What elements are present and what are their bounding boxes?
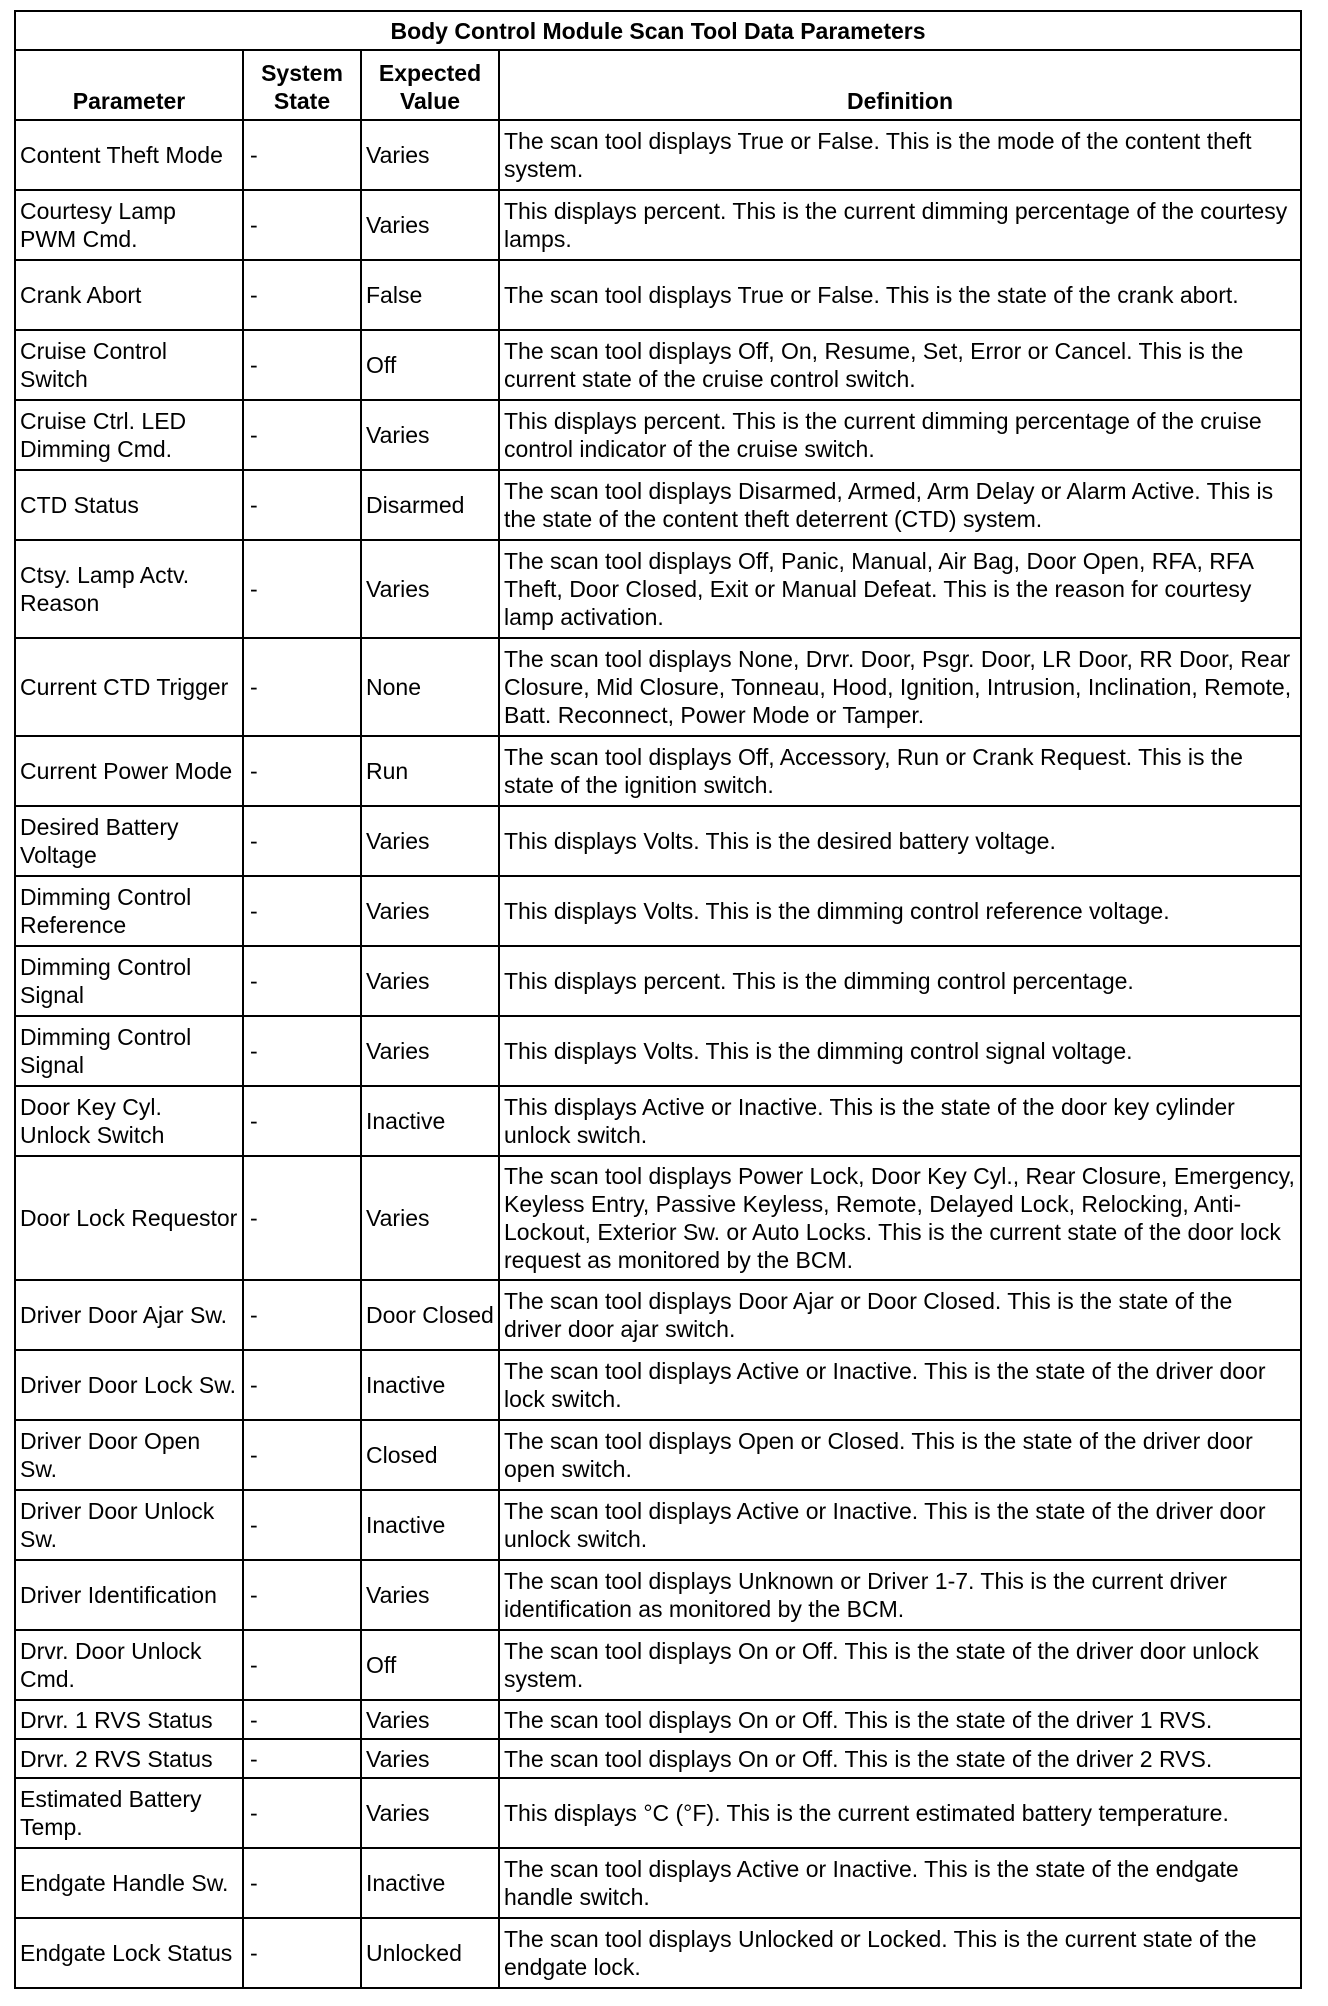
system-state-cell: - xyxy=(243,190,361,260)
system-state-cell: - xyxy=(243,1848,361,1918)
expected-value-cell: Varies xyxy=(361,1739,499,1778)
parameter-cell: Door Key Cyl. Unlock Switch xyxy=(15,1086,243,1156)
table-row xyxy=(15,1778,1301,1848)
expected-value-cell: Varies xyxy=(361,1778,499,1848)
parameter-cell: Current Power Mode xyxy=(15,736,243,806)
definition-cell: The scan tool displays True or False. This is the state of the crank abort. xyxy=(499,260,1301,330)
expected-value-cell: Run xyxy=(361,736,499,806)
system-state-cell: - xyxy=(243,1490,361,1560)
expected-value-cell: Varies xyxy=(361,1156,499,1280)
table-row xyxy=(15,1280,1301,1350)
system-state-cell: - xyxy=(243,120,361,190)
system-state-cell: - xyxy=(243,400,361,470)
definition-cell: The scan tool displays True or False. This is the mode of the content theft system. xyxy=(499,120,1301,190)
system-state-cell: - xyxy=(243,1280,361,1350)
system-state-cell: - xyxy=(243,1700,361,1739)
system-state-cell: - xyxy=(243,1016,361,1086)
table-row xyxy=(15,1700,1301,1739)
parameter-cell: Dimming Control Reference xyxy=(15,876,243,946)
system-state-cell: - xyxy=(243,946,361,1016)
table-row xyxy=(15,1350,1301,1420)
definition-cell: This displays Active or Inactive. This is the state of the door key cylinder unlock switch. xyxy=(499,1086,1301,1156)
system-state-cell: - xyxy=(243,1560,361,1630)
table-row xyxy=(15,946,1301,1016)
definition-cell: The scan tool displays None, Drvr. Door, Psgr. Door, LR Door, RR Door, Rear Closure, Mid Closure, Tonneau, Hood, Ignition, Intrusion, Inclination, Remote, Batt. Reconnect, Power Mode or Tamper. xyxy=(499,638,1301,736)
table-row xyxy=(15,1156,1301,1280)
expected-value-cell: Varies xyxy=(361,1560,499,1630)
definition-cell: The scan tool displays On or Off. This is the state of the driver door unlock system. xyxy=(499,1630,1301,1700)
expected-value-cell: Varies xyxy=(361,540,499,638)
definition-cell: The scan tool displays Active or Inactive. This is the state of the driver door unlock switch. xyxy=(499,1490,1301,1560)
expected-value-cell: Varies xyxy=(361,1700,499,1739)
expected-value-cell: Off xyxy=(361,330,499,400)
definition-cell: The scan tool displays Off, Panic, Manual, Air Bag, Door Open, RFA, RFA Theft, Door Closed, Exit or Manual Defeat. This is the reason for courtesy lamp activation. xyxy=(499,540,1301,638)
system-state-cell: - xyxy=(243,1630,361,1700)
definition-cell: The scan tool displays On or Off. This is the state of the driver 2 RVS. xyxy=(499,1739,1301,1778)
parameter-cell: Driver Identification xyxy=(15,1560,243,1630)
system-state-cell: - xyxy=(243,260,361,330)
system-state-cell: - xyxy=(243,1778,361,1848)
system-state-cell: - xyxy=(243,1086,361,1156)
header-parameter: Parameter xyxy=(15,50,243,120)
expected-value-cell: Off xyxy=(361,1630,499,1700)
system-state-cell: - xyxy=(243,1350,361,1420)
parameter-cell: Dimming Control Signal xyxy=(15,1016,243,1086)
table-row xyxy=(15,540,1301,638)
table-row xyxy=(15,260,1301,330)
expected-value-cell: Varies xyxy=(361,120,499,190)
table-row xyxy=(15,470,1301,540)
definition-cell: The scan tool displays Off, Accessory, Run or Crank Request. This is the state of the ignition switch. xyxy=(499,736,1301,806)
system-state-cell: - xyxy=(243,1156,361,1280)
table-row xyxy=(15,1086,1301,1156)
header-system-state: System State xyxy=(243,50,361,120)
expected-value-cell: Closed xyxy=(361,1420,499,1490)
definition-cell: The scan tool displays Unknown or Driver 1-7. This is the current driver identification as monitored by the BCM. xyxy=(499,1560,1301,1630)
expected-value-cell: Varies xyxy=(361,806,499,876)
parameter-cell: Desired Battery Voltage xyxy=(15,806,243,876)
definition-cell: This displays percent. This is the current dimming percentage of the cruise control indicator of the cruise switch. xyxy=(499,400,1301,470)
scan-tool-data-table xyxy=(14,10,1302,1989)
definition-cell: This displays Volts. This is the dimming control signal voltage. xyxy=(499,1016,1301,1086)
parameter-cell: Driver Door Lock Sw. xyxy=(15,1350,243,1420)
table-row xyxy=(15,806,1301,876)
parameter-cell: Drvr. 2 RVS Status xyxy=(15,1739,243,1778)
table-row xyxy=(15,1918,1301,1988)
parameter-cell: Crank Abort xyxy=(15,260,243,330)
parameter-cell: Endgate Handle Sw. xyxy=(15,1848,243,1918)
expected-value-cell: Varies xyxy=(361,946,499,1016)
parameter-cell: Cruise Ctrl. LED Dimming Cmd. xyxy=(15,400,243,470)
definition-cell: The scan tool displays Active or Inactive. This is the state of the endgate handle switch. xyxy=(499,1848,1301,1918)
system-state-cell: - xyxy=(243,1739,361,1778)
expected-value-cell: None xyxy=(361,638,499,736)
parameter-cell: Drvr. 1 RVS Status xyxy=(15,1700,243,1739)
expected-value-cell: Disarmed xyxy=(361,470,499,540)
definition-cell: The scan tool displays Open or Closed. This is the state of the driver door open switch. xyxy=(499,1420,1301,1490)
table-row xyxy=(15,1016,1301,1086)
table-row xyxy=(15,120,1301,190)
header-definition: Definition xyxy=(499,50,1301,120)
header-expected-value: Expected Value xyxy=(361,50,499,120)
parameter-cell: Driver Door Unlock Sw. xyxy=(15,1490,243,1560)
table-row xyxy=(15,1739,1301,1778)
parameter-cell: Courtesy Lamp PWM Cmd. xyxy=(15,190,243,260)
system-state-cell: - xyxy=(243,1918,361,1988)
parameter-cell: Driver Door Open Sw. xyxy=(15,1420,243,1490)
system-state-cell: - xyxy=(243,638,361,736)
table-row xyxy=(15,1848,1301,1918)
table-title: Body Control Module Scan Tool Data Parameters xyxy=(15,11,1301,50)
table-row xyxy=(15,1560,1301,1630)
parameter-cell: CTD Status xyxy=(15,470,243,540)
system-state-cell: - xyxy=(243,806,361,876)
definition-cell: The scan tool displays Door Ajar or Door Closed. This is the state of the driver door ajar switch. xyxy=(499,1280,1301,1350)
expected-value-cell: Varies xyxy=(361,1016,499,1086)
expected-value-cell: Inactive xyxy=(361,1490,499,1560)
definition-cell: The scan tool displays Disarmed, Armed, Arm Delay or Alarm Active. This is the state of the content theft deterrent (CTD) system. xyxy=(499,470,1301,540)
expected-value-cell: Door Closed xyxy=(361,1280,499,1350)
expected-value-cell: Inactive xyxy=(361,1350,499,1420)
system-state-cell: - xyxy=(243,470,361,540)
parameter-cell: Content Theft Mode xyxy=(15,120,243,190)
system-state-cell: - xyxy=(243,330,361,400)
table-row xyxy=(15,330,1301,400)
table-row xyxy=(15,638,1301,736)
expected-value-cell: Inactive xyxy=(361,1848,499,1918)
parameter-cell: Cruise Control Switch xyxy=(15,330,243,400)
expected-value-cell: Varies xyxy=(361,876,499,946)
parameter-cell: Driver Door Ajar Sw. xyxy=(15,1280,243,1350)
table-row xyxy=(15,1420,1301,1490)
definition-cell: This displays percent. This is the dimming control percentage. xyxy=(499,946,1301,1016)
expected-value-cell: Unlocked xyxy=(361,1918,499,1988)
parameter-cell: Dimming Control Signal xyxy=(15,946,243,1016)
table-row xyxy=(15,1630,1301,1700)
table-row xyxy=(15,190,1301,260)
table-row xyxy=(15,876,1301,946)
definition-cell: The scan tool displays Off, On, Resume, Set, Error or Cancel. This is the current state of the cruise control switch. xyxy=(499,330,1301,400)
definition-cell: The scan tool displays Active or Inactive. This is the state of the driver door lock switch. xyxy=(499,1350,1301,1420)
system-state-cell: - xyxy=(243,736,361,806)
definition-cell: The scan tool displays On or Off. This is the state of the driver 1 RVS. xyxy=(499,1700,1301,1739)
parameter-cell: Drvr. Door Unlock Cmd. xyxy=(15,1630,243,1700)
parameter-cell: Current CTD Trigger xyxy=(15,638,243,736)
expected-value-cell: Varies xyxy=(361,190,499,260)
definition-cell: This displays °C (°F). This is the current estimated battery temperature. xyxy=(499,1778,1301,1848)
table-row xyxy=(15,736,1301,806)
definition-cell: This displays Volts. This is the desired battery voltage. xyxy=(499,806,1301,876)
expected-value-cell: False xyxy=(361,260,499,330)
parameter-cell: Estimated Battery Temp. xyxy=(15,1778,243,1848)
system-state-cell: - xyxy=(243,540,361,638)
parameter-cell: Door Lock Requestor xyxy=(15,1156,243,1280)
expected-value-cell: Varies xyxy=(361,400,499,470)
definition-cell: This displays Volts. This is the dimming control reference voltage. xyxy=(499,876,1301,946)
parameter-cell: Endgate Lock Status xyxy=(15,1918,243,1988)
definition-cell: This displays percent. This is the current dimming percentage of the courtesy lamps. xyxy=(499,190,1301,260)
table-row xyxy=(15,1490,1301,1560)
parameter-cell: Ctsy. Lamp Actv. Reason xyxy=(15,540,243,638)
expected-value-cell: Inactive xyxy=(361,1086,499,1156)
table-row xyxy=(15,400,1301,470)
system-state-cell: - xyxy=(243,876,361,946)
system-state-cell: - xyxy=(243,1420,361,1490)
definition-cell: The scan tool displays Unlocked or Locked. This is the current state of the endgate lock. xyxy=(499,1918,1301,1988)
definition-cell: The scan tool displays Power Lock, Door Key Cyl., Rear Closure, Emergency, Keyless Entry, Passive Keyless, Remote, Delayed Lock, Relocking, Anti-Lockout, Exterior Sw. or Auto Locks. This is the current state of the door lock request as monitored by the BCM. xyxy=(499,1156,1301,1280)
